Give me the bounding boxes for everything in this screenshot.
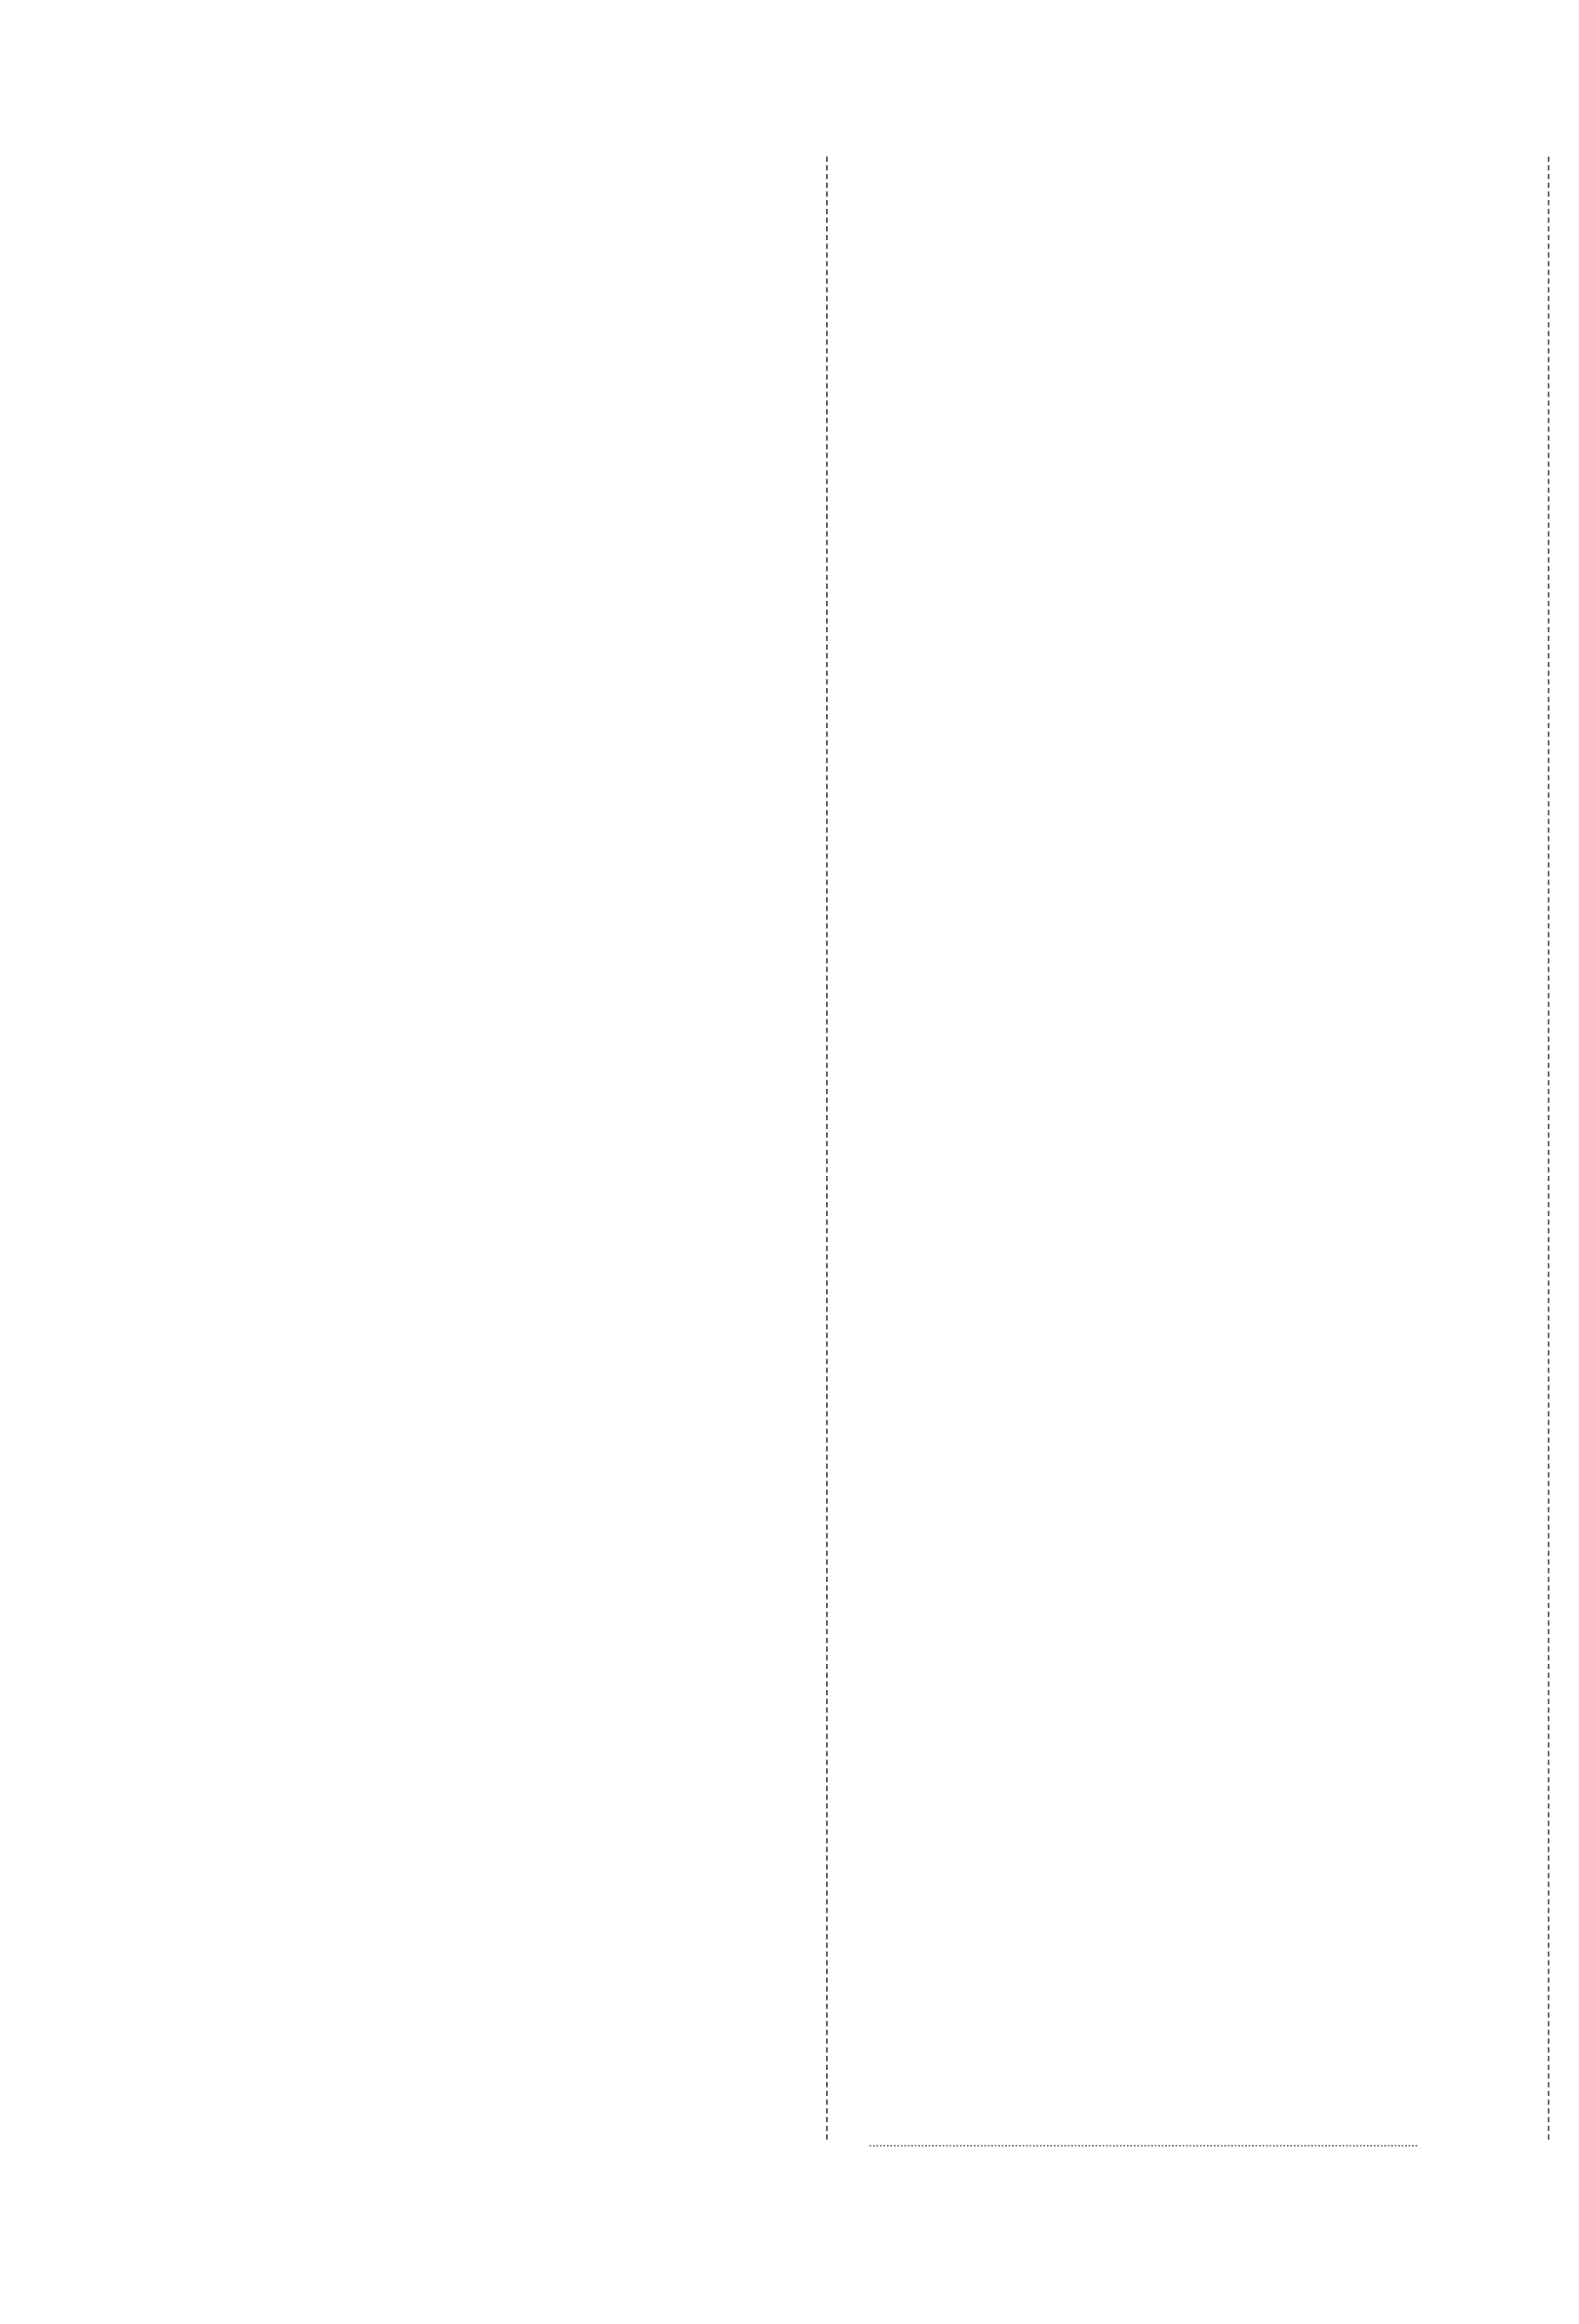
footer-dotted-line xyxy=(869,2145,1417,2147)
right-margin-line xyxy=(1548,157,1549,2140)
column-divider xyxy=(826,157,828,2140)
page-footer xyxy=(0,2119,1579,2171)
